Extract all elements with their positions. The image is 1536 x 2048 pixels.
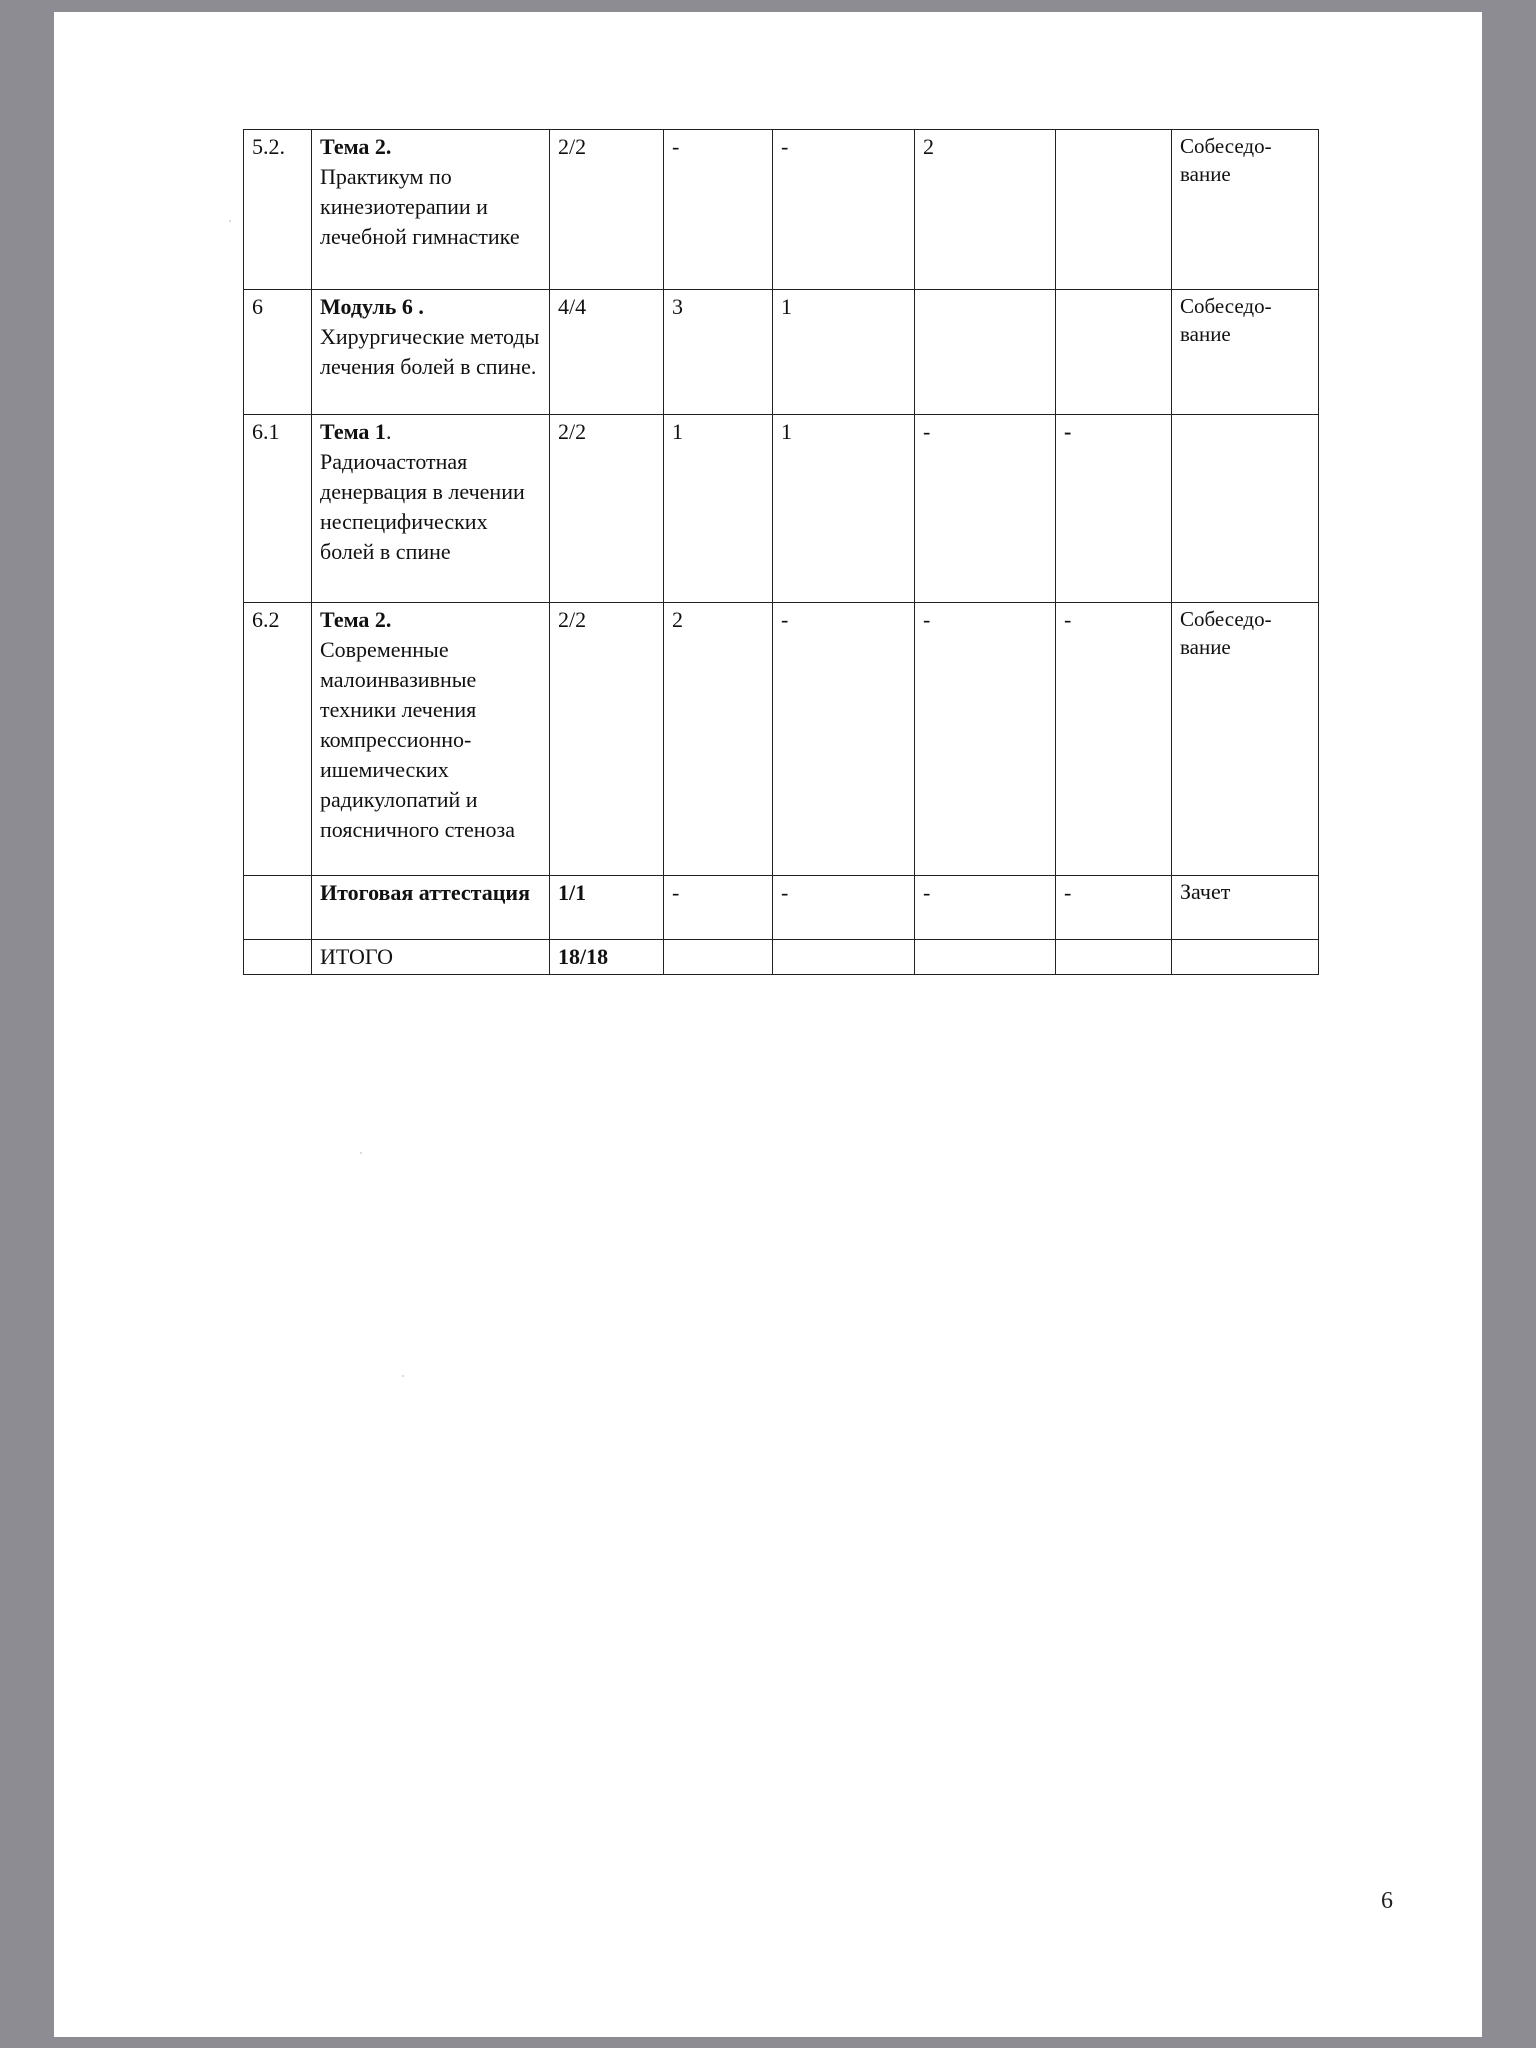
topic-text: Современные малоинвазивные техники лечения компрессионно-ишемических радикулопатий и поясничного стеноза	[320, 637, 515, 842]
practice-cell	[915, 290, 1056, 415]
lectures-cell: -	[664, 130, 773, 290]
practice-cell	[915, 940, 1056, 975]
topic-cell	[312, 290, 550, 415]
topic-cell	[312, 876, 550, 940]
control-form-cell	[1172, 415, 1319, 603]
seminars-cell: -	[773, 130, 915, 290]
table-row	[244, 876, 1319, 940]
table-row	[244, 130, 1319, 290]
total-label: ИТОГО	[320, 944, 393, 969]
other-cell: -	[1056, 603, 1172, 876]
other-cell: -	[1056, 876, 1172, 940]
row-number: 6	[244, 290, 312, 415]
other-cell: -	[1056, 415, 1172, 603]
topic-text: Практикум по кинезиотерапии и лечебной гимнастике	[320, 164, 520, 249]
seminars-cell: -	[773, 876, 915, 940]
topic-heading: Тема 1	[320, 419, 386, 444]
hours-cell: 4/4	[550, 290, 664, 415]
total-hours-cell: 18/18	[550, 940, 664, 975]
lectures-cell: 3	[664, 290, 773, 415]
topic-heading: Тема 2.	[320, 607, 392, 632]
control-form-cell: Собеседо-вание	[1172, 603, 1319, 876]
lectures-cell: 1	[664, 415, 773, 603]
topic-cell	[312, 130, 550, 290]
other-cell	[1056, 290, 1172, 415]
topic-heading: Тема 2.	[320, 134, 392, 159]
row-number: 6.2	[244, 603, 312, 876]
table-row	[244, 290, 1319, 415]
row-number	[244, 940, 312, 975]
table-row	[244, 940, 1319, 975]
topic-text: Хирургические методы лечения болей в спине.	[320, 324, 540, 379]
topic-text: . Радиочастотная денервация в лечении неспецифических болей в спине	[320, 419, 525, 564]
topic-heading: Модуль 6 .	[320, 294, 424, 319]
scan-speck	[360, 1152, 362, 1154]
lectures-cell: 2	[664, 603, 773, 876]
scan-speck	[229, 220, 231, 222]
row-number: 5.2.	[244, 130, 312, 290]
lectures-cell	[664, 940, 773, 975]
control-form-cell: Зачет	[1172, 876, 1319, 940]
row-number	[244, 876, 312, 940]
control-form-cell: Собеседо-вание	[1172, 290, 1319, 415]
practice-cell: -	[915, 876, 1056, 940]
scan-speck	[402, 1375, 404, 1377]
document-page	[54, 12, 1482, 2037]
lectures-cell: -	[664, 876, 773, 940]
page-number: 6	[1381, 1888, 1393, 1914]
practice-cell: 2	[915, 130, 1056, 290]
row-number: 6.1	[244, 415, 312, 603]
hours-cell: 2/2	[550, 130, 664, 290]
control-form-cell	[1172, 940, 1319, 975]
topic-heading: Итоговая аттестация	[320, 880, 530, 905]
seminars-cell: 1	[773, 415, 915, 603]
table-row	[244, 415, 1319, 603]
hours-cell: 2/2	[550, 603, 664, 876]
other-cell	[1056, 940, 1172, 975]
hours-cell: 2/2	[550, 415, 664, 603]
seminars-cell: 1	[773, 290, 915, 415]
practice-cell: -	[915, 603, 1056, 876]
topic-cell	[312, 940, 550, 975]
topic-cell	[312, 415, 550, 603]
seminars-cell	[773, 940, 915, 975]
practice-cell: -	[915, 415, 1056, 603]
topic-cell	[312, 603, 550, 876]
curriculum-table	[243, 129, 1319, 975]
other-cell	[1056, 130, 1172, 290]
table-row	[244, 603, 1319, 876]
control-form-cell: Собеседо-вание	[1172, 130, 1319, 290]
seminars-cell: -	[773, 603, 915, 876]
hours-cell: 1/1	[550, 876, 664, 940]
